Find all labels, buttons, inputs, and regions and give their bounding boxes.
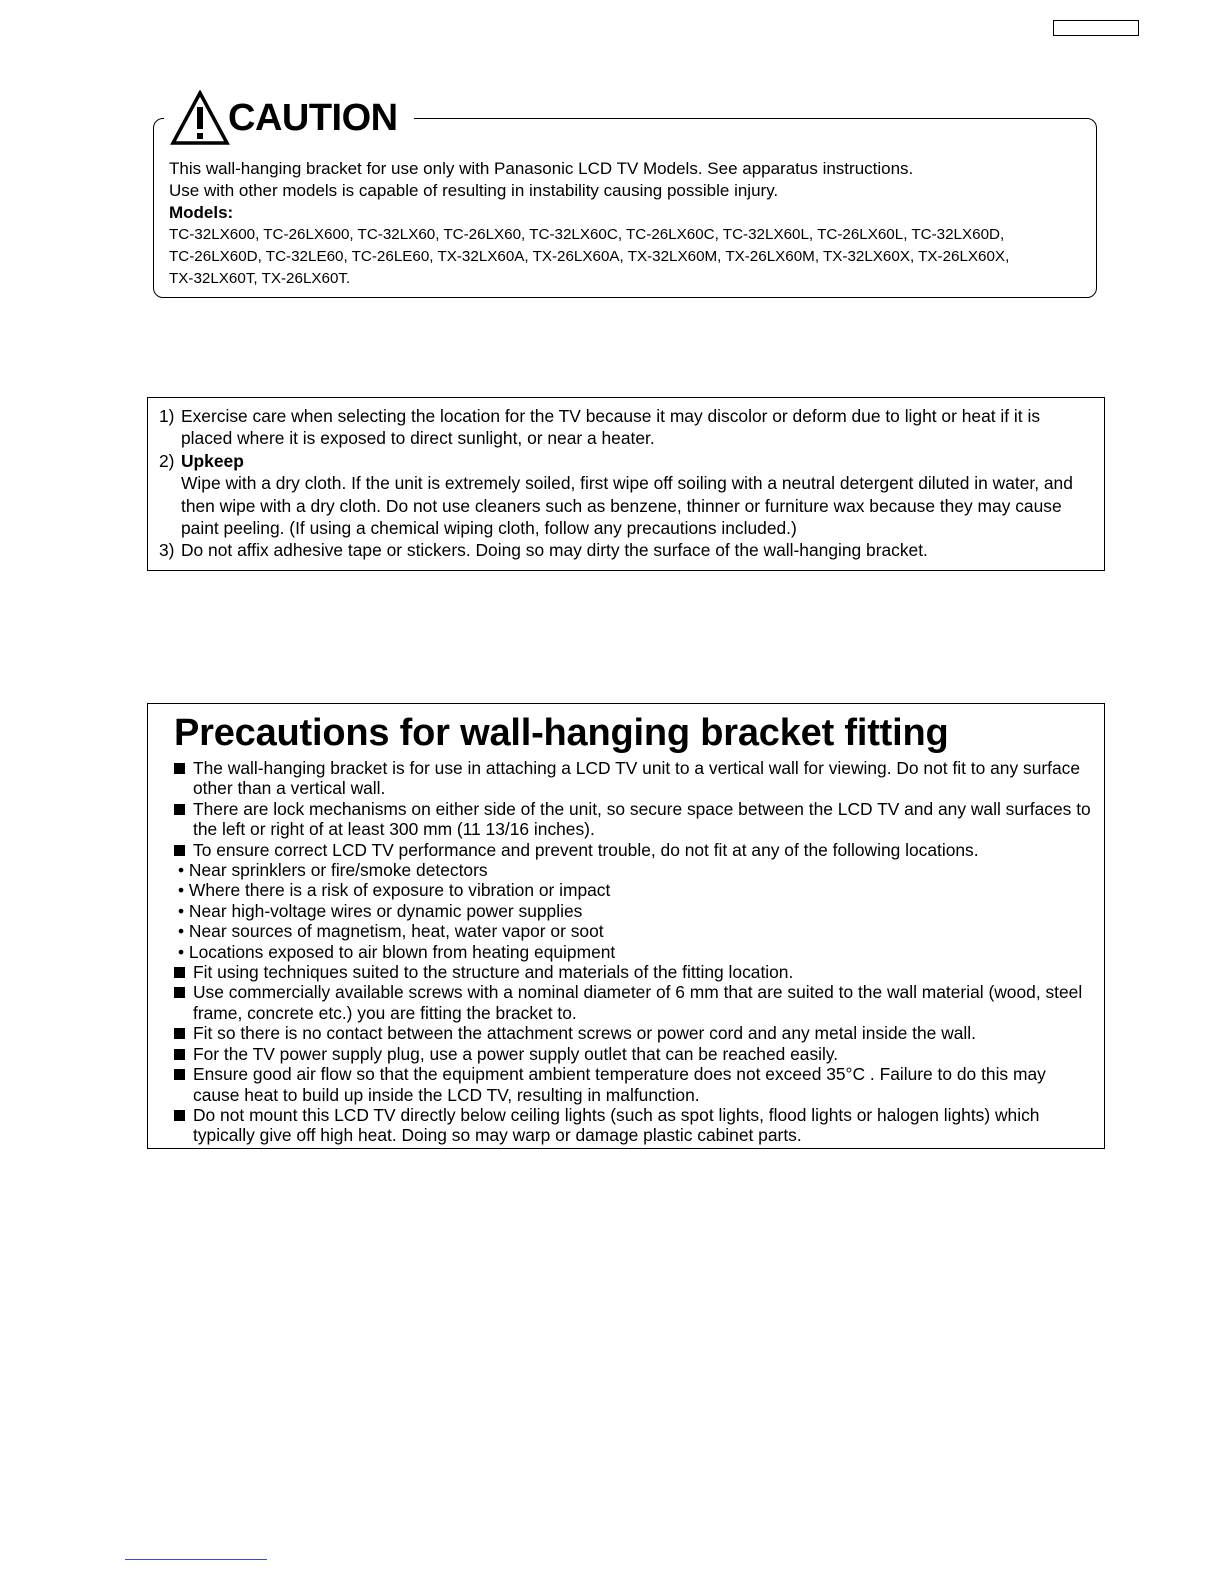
precaution-item xyxy=(174,1044,1096,1064)
precaution-item xyxy=(174,1064,1096,1105)
note-text: Wipe with a dry cloth. If the unit is extremely soiled, first wipe off soiling with a neutral detergent diluted in water, and then wipe with a dry cloth. Do not use cleaners such as benzene, thinner or furniture wax because they may cause paint peeling. (If using a chemical wiping cloth, follow any precautions included.) xyxy=(181,473,1073,539)
note-number: 3) xyxy=(159,540,175,561)
upkeep-notes-box xyxy=(147,397,1105,571)
models-line-3: TX-32LX60T, TX-26LX60T. xyxy=(169,270,351,287)
models-label: Models: xyxy=(169,203,234,222)
note-number: 1) xyxy=(159,406,175,426)
location-bullet: • Locations exposed to air blown from heating equipment xyxy=(178,941,616,962)
footer-rule xyxy=(125,1559,267,1560)
square-bullet-icon xyxy=(174,799,193,840)
square-bullet-icon xyxy=(174,1023,193,1043)
page-number-box xyxy=(1053,20,1139,36)
square-bullet-icon xyxy=(174,1064,193,1105)
caution-line-1: This wall-hanging bracket for use only with Panasonic LCD TV Models. See apparatus instructions. xyxy=(169,159,914,178)
caution-body xyxy=(169,158,1089,290)
precaution-text: Fit using techniques suited to the structure and materials of the fitting location. xyxy=(193,962,794,983)
square-bullet-icon xyxy=(174,840,193,860)
note-item xyxy=(159,539,1094,561)
location-bullet: • Near sprinklers or fire/smoke detectors xyxy=(178,860,488,881)
precaution-item xyxy=(174,982,1096,1023)
precaution-item xyxy=(174,1105,1096,1146)
precaution-text: To ensure correct LCD TV performance and prevent trouble, do not fit at any of the following locations. xyxy=(193,839,979,860)
location-bullet: • Where there is a risk of exposure to vibration or impact xyxy=(178,880,611,901)
precaution-text: Do not mount this LCD TV directly below ceiling lights (such as spot lights, flood lights or halogen lights) which typically give off high heat. Doing so may warp or damage plastic cabinet parts. xyxy=(193,1104,1040,1146)
square-bullet-icon xyxy=(174,758,193,799)
precaution-item xyxy=(174,840,1096,860)
precaution-text: There are lock mechanisms on either side of the unit, so secure space between the LCD TV and any wall surfaces to the left or right of at least 300 mm (11 13/16 inches). xyxy=(193,798,1091,840)
note-body xyxy=(181,450,1094,540)
precaution-text: Ensure good air flow so that the equipment ambient temperature does not exceed 35°C . Failure to do this may cause heat to build up inside the LCD TV, resulting in malfunction. xyxy=(193,1064,1046,1105)
location-bullet: • Near sources of magnetism, heat, water vapor or soot xyxy=(178,921,604,942)
warning-triangle-icon xyxy=(170,90,230,146)
note-number: 2) xyxy=(159,450,175,471)
precautions-box xyxy=(147,703,1105,1149)
precaution-text: Fit so there is no contact between the attachment screws or power cord and any metal inside the wall. xyxy=(193,1023,976,1044)
square-bullet-icon xyxy=(174,962,193,982)
caution-title: CAUTION xyxy=(228,96,398,139)
square-bullet-icon xyxy=(174,1044,193,1064)
precaution-text: For the TV power supply plug, use a power supply outlet that can be reached easily. xyxy=(193,1043,839,1064)
upkeep-heading: Upkeep xyxy=(181,450,244,471)
precaution-item xyxy=(174,799,1096,840)
precautions-title: Precautions for wall-hanging bracket fitting xyxy=(174,712,949,754)
precaution-text: The wall-hanging bracket is for use in attaching a LCD TV unit to a vertical wall for viewing. Do not fit to any surface other than a vertical wall. xyxy=(193,758,1081,799)
caution-line-2: Use with other models is capable of resulting in instability causing possible injury. xyxy=(169,181,779,200)
precautions-list xyxy=(174,758,1096,1146)
precaution-text: Use commercially available screws with a nominal diameter of 6 mm that are suited to the wall material (wood, steel frame, concrete etc.) you are fitting the bracket to. xyxy=(193,982,1083,1023)
square-bullet-icon xyxy=(174,982,193,1023)
models-line-1: TC-32LX600, TC-26LX600, TC-32LX60, TC-26LX60, TC-32LX60C, TC-26LX60C, TC-32LX60L, TC-26LX60L, TC-32LX60D, xyxy=(169,226,1005,243)
location-bullet: • Near high-voltage wires or dynamic power supplies xyxy=(178,900,583,921)
precaution-item xyxy=(174,962,1096,982)
square-bullet-icon xyxy=(174,1105,193,1146)
models-line-2: TC-26LX60D, TC-32LE60, TC-26LE60, TX-32LX60A, TX-26LX60A, TX-32LX60M, TX-26LX60M, TX-32LX60X, TX-26LX60X, xyxy=(169,248,1010,265)
precaution-item xyxy=(174,1023,1096,1043)
precaution-item xyxy=(174,758,1096,799)
note-item xyxy=(159,405,1094,450)
caution-header xyxy=(164,88,414,148)
note-text: Exercise care when selecting the location for the TV because it may discolor or deform due to light or heat if it is placed where it is exposed to direct sunlight, or near a heater. xyxy=(181,406,1041,449)
note-item xyxy=(159,450,1094,540)
note-text: Do not affix adhesive tape or stickers. Doing so may dirty the surface of the wall-hanging bracket. xyxy=(181,540,928,561)
